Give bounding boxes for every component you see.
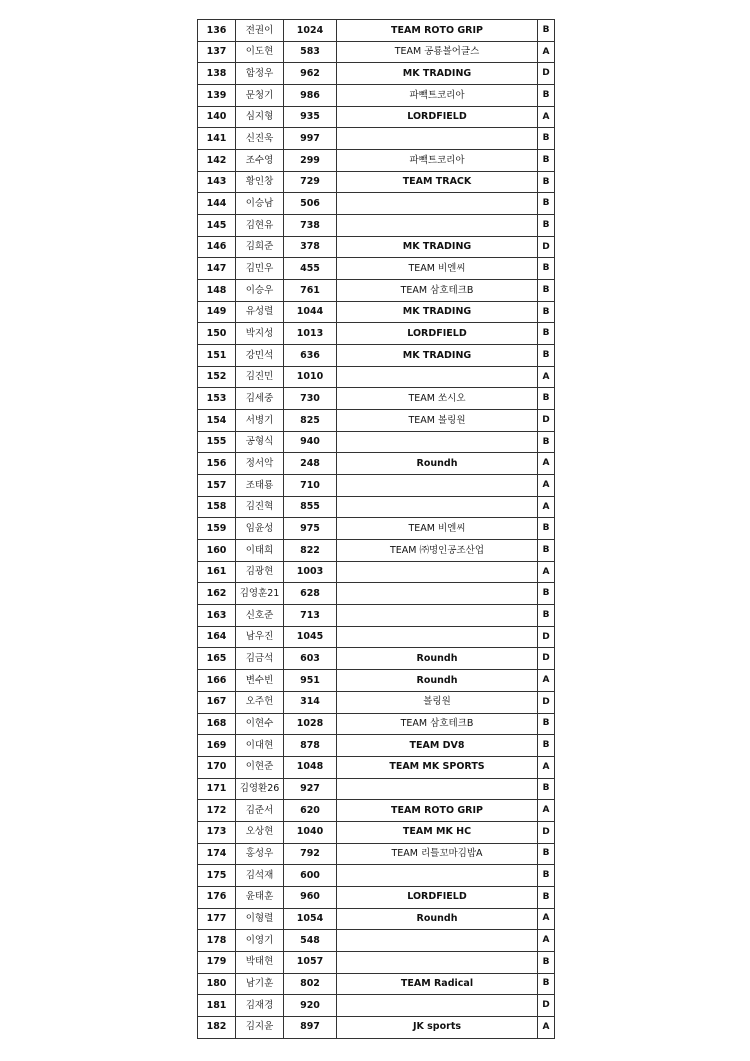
row-number-cell: 177 [198, 908, 236, 930]
table-row [198, 865, 555, 887]
table-row [198, 800, 555, 822]
grade-cell: B [538, 301, 555, 323]
player-id-cell: 825 [284, 410, 337, 432]
grade-cell: B [538, 843, 555, 865]
table-row [198, 778, 555, 800]
player-id-cell: 1048 [284, 756, 337, 778]
grade-cell: B [538, 128, 555, 150]
grade-cell: A [538, 1016, 555, 1038]
team-name-cell [337, 930, 538, 952]
player-name-cell: 임윤성 [236, 518, 284, 540]
team-name-cell: TEAM ROTO GRIP [337, 20, 538, 42]
player-name-cell: 전권이 [236, 20, 284, 42]
player-id-cell: 1013 [284, 323, 337, 345]
table-row [198, 648, 555, 670]
grade-cell: A [538, 106, 555, 128]
team-name-cell: Roundh [337, 453, 538, 475]
grade-cell: A [538, 930, 555, 952]
row-number-cell: 159 [198, 518, 236, 540]
player-id-cell: 792 [284, 843, 337, 865]
row-number-cell: 166 [198, 670, 236, 692]
player-id-cell: 920 [284, 995, 337, 1017]
player-id-cell: 897 [284, 1016, 337, 1038]
player-id-cell: 962 [284, 63, 337, 85]
player-name-cell: 김희준 [236, 236, 284, 258]
row-number-cell: 174 [198, 843, 236, 865]
grade-cell: B [538, 735, 555, 757]
grade-cell: D [538, 995, 555, 1017]
player-name-cell: 오상현 [236, 821, 284, 843]
team-name-cell: TEAM DV8 [337, 735, 538, 757]
player-id-cell: 1003 [284, 561, 337, 583]
row-number-cell: 171 [198, 778, 236, 800]
table-row [198, 561, 555, 583]
table-row [198, 193, 555, 215]
row-number-cell: 158 [198, 496, 236, 518]
table-row [198, 930, 555, 952]
team-name-cell: 볼링원 [337, 691, 538, 713]
table-row [198, 951, 555, 973]
player-name-cell: 조수영 [236, 150, 284, 172]
grade-cell: D [538, 691, 555, 713]
player-name-cell: 김석재 [236, 865, 284, 887]
row-number-cell: 148 [198, 280, 236, 302]
grade-cell: B [538, 518, 555, 540]
grade-cell: A [538, 800, 555, 822]
player-id-cell: 713 [284, 605, 337, 627]
table-row [198, 1016, 555, 1038]
player-id-cell: 548 [284, 930, 337, 952]
table-row [198, 756, 555, 778]
player-name-cell: 공형식 [236, 431, 284, 453]
table-row [198, 431, 555, 453]
grade-cell: A [538, 475, 555, 497]
team-name-cell: TEAM MK HC [337, 821, 538, 843]
player-name-cell: 박태현 [236, 951, 284, 973]
player-id-cell: 248 [284, 453, 337, 475]
grade-cell: A [538, 496, 555, 518]
table-row [198, 735, 555, 757]
player-name-cell: 이승남 [236, 193, 284, 215]
grade-cell: B [538, 85, 555, 107]
row-number-cell: 157 [198, 475, 236, 497]
player-id-cell: 636 [284, 345, 337, 367]
player-id-cell: 761 [284, 280, 337, 302]
player-name-cell: 이도현 [236, 41, 284, 63]
row-number-cell: 181 [198, 995, 236, 1017]
table-row [198, 236, 555, 258]
table-row [198, 691, 555, 713]
grade-cell: A [538, 41, 555, 63]
player-id-cell: 603 [284, 648, 337, 670]
row-number-cell: 142 [198, 150, 236, 172]
player-name-cell: 오주헌 [236, 691, 284, 713]
team-name-cell: TEAM 공룡볼어글스 [337, 41, 538, 63]
team-name-cell [337, 583, 538, 605]
team-name-cell: TEAM ROTO GRIP [337, 800, 538, 822]
player-id-cell: 1010 [284, 366, 337, 388]
player-name-cell: 김재경 [236, 995, 284, 1017]
player-name-cell: 김영환26 [236, 778, 284, 800]
player-name-cell: 박지성 [236, 323, 284, 345]
grade-cell: B [538, 973, 555, 995]
team-name-cell [337, 865, 538, 887]
grade-cell: B [538, 865, 555, 887]
team-name-cell: MK TRADING [337, 63, 538, 85]
row-number-cell: 162 [198, 583, 236, 605]
team-name-cell: TEAM ㈜명인공조산업 [337, 540, 538, 562]
table-row [198, 85, 555, 107]
table-row [198, 583, 555, 605]
team-name-cell: MK TRADING [337, 345, 538, 367]
table-row [198, 843, 555, 865]
grade-cell: B [538, 540, 555, 562]
row-number-cell: 151 [198, 345, 236, 367]
grade-cell: B [538, 431, 555, 453]
player-id-cell: 802 [284, 973, 337, 995]
row-number-cell: 178 [198, 930, 236, 952]
player-id-cell: 997 [284, 128, 337, 150]
grade-cell: A [538, 561, 555, 583]
table-row [198, 540, 555, 562]
table-row [198, 150, 555, 172]
row-number-cell: 140 [198, 106, 236, 128]
team-name-cell [337, 496, 538, 518]
row-number-cell: 153 [198, 388, 236, 410]
grade-cell: B [538, 886, 555, 908]
row-number-cell: 173 [198, 821, 236, 843]
table-row [198, 713, 555, 735]
player-id-cell: 1028 [284, 713, 337, 735]
row-number-cell: 172 [198, 800, 236, 822]
row-number-cell: 149 [198, 301, 236, 323]
player-name-cell: 김금석 [236, 648, 284, 670]
grade-cell: B [538, 20, 555, 42]
row-number-cell: 182 [198, 1016, 236, 1038]
player-name-cell: 심지형 [236, 106, 284, 128]
team-name-cell: 파빽트코리아 [337, 150, 538, 172]
player-id-cell: 975 [284, 518, 337, 540]
table-row [198, 453, 555, 475]
player-id-cell: 620 [284, 800, 337, 822]
player-id-cell: 927 [284, 778, 337, 800]
player-name-cell: 김세중 [236, 388, 284, 410]
row-number-cell: 175 [198, 865, 236, 887]
grade-cell: A [538, 670, 555, 692]
player-name-cell: 강민석 [236, 345, 284, 367]
table-row [198, 670, 555, 692]
grade-cell: B [538, 345, 555, 367]
team-name-cell: TEAM 쏘시오 [337, 388, 538, 410]
player-name-cell: 이대현 [236, 735, 284, 757]
table-row [198, 366, 555, 388]
player-id-cell: 455 [284, 258, 337, 280]
player-name-cell: 유성렬 [236, 301, 284, 323]
player-name-cell: 문청기 [236, 85, 284, 107]
row-number-cell: 152 [198, 366, 236, 388]
player-id-cell: 738 [284, 215, 337, 237]
row-number-cell: 145 [198, 215, 236, 237]
player-name-cell: 서병기 [236, 410, 284, 432]
player-name-cell: 신진욱 [236, 128, 284, 150]
player-name-cell: 이형렬 [236, 908, 284, 930]
player-id-cell: 314 [284, 691, 337, 713]
team-name-cell: Roundh [337, 670, 538, 692]
row-number-cell: 136 [198, 20, 236, 42]
table-row [198, 518, 555, 540]
table-row [198, 626, 555, 648]
row-number-cell: 156 [198, 453, 236, 475]
player-name-cell: 홍성우 [236, 843, 284, 865]
team-name-cell [337, 951, 538, 973]
player-name-cell: 김광현 [236, 561, 284, 583]
team-name-cell: TEAM MK SPORTS [337, 756, 538, 778]
row-number-cell: 180 [198, 973, 236, 995]
row-number-cell: 137 [198, 41, 236, 63]
row-number-cell: 176 [198, 886, 236, 908]
table-row [198, 496, 555, 518]
table-row [198, 128, 555, 150]
team-name-cell: TEAM 볼링원 [337, 410, 538, 432]
player-name-cell: 김현유 [236, 215, 284, 237]
row-number-cell: 160 [198, 540, 236, 562]
grade-cell: D [538, 821, 555, 843]
team-name-cell [337, 128, 538, 150]
team-name-cell: TEAM TRACK [337, 171, 538, 193]
row-number-cell: 144 [198, 193, 236, 215]
team-name-cell: MK TRADING [337, 236, 538, 258]
team-name-cell: TEAM 비엔씨 [337, 518, 538, 540]
grade-cell: A [538, 453, 555, 475]
table-row [198, 323, 555, 345]
player-id-cell: 1044 [284, 301, 337, 323]
player-name-cell: 김진혁 [236, 496, 284, 518]
row-number-cell: 139 [198, 85, 236, 107]
player-id-cell: 730 [284, 388, 337, 410]
team-name-cell [337, 193, 538, 215]
team-name-cell [337, 995, 538, 1017]
grade-cell: A [538, 756, 555, 778]
grade-cell: B [538, 583, 555, 605]
player-name-cell: 김준서 [236, 800, 284, 822]
row-number-cell: 164 [198, 626, 236, 648]
row-number-cell: 155 [198, 431, 236, 453]
player-name-cell: 정서악 [236, 453, 284, 475]
team-name-cell [337, 605, 538, 627]
row-number-cell: 165 [198, 648, 236, 670]
table-row [198, 63, 555, 85]
row-number-cell: 150 [198, 323, 236, 345]
grade-cell: B [538, 951, 555, 973]
table-row [198, 995, 555, 1017]
player-name-cell: 남기훈 [236, 973, 284, 995]
row-number-cell: 147 [198, 258, 236, 280]
row-number-cell: 138 [198, 63, 236, 85]
player-id-cell: 940 [284, 431, 337, 453]
team-name-cell: JK sports [337, 1016, 538, 1038]
player-id-cell: 960 [284, 886, 337, 908]
player-name-cell: 이승우 [236, 280, 284, 302]
player-id-cell: 1040 [284, 821, 337, 843]
row-number-cell: 163 [198, 605, 236, 627]
row-number-cell: 179 [198, 951, 236, 973]
team-name-cell [337, 778, 538, 800]
table-row [198, 475, 555, 497]
team-name-cell [337, 626, 538, 648]
grade-cell: A [538, 908, 555, 930]
team-name-cell [337, 215, 538, 237]
player-id-cell: 1045 [284, 626, 337, 648]
player-id-cell: 378 [284, 236, 337, 258]
grade-cell: D [538, 410, 555, 432]
team-name-cell: LORDFIELD [337, 886, 538, 908]
player-id-cell: 710 [284, 475, 337, 497]
row-number-cell: 146 [198, 236, 236, 258]
player-name-cell: 김진민 [236, 366, 284, 388]
table-row [198, 280, 555, 302]
table-row [198, 973, 555, 995]
table-row [198, 106, 555, 128]
player-name-cell: 김지윤 [236, 1016, 284, 1038]
team-name-cell: TEAM Radical [337, 973, 538, 995]
player-id-cell: 986 [284, 85, 337, 107]
team-name-cell [337, 561, 538, 583]
table-row [198, 886, 555, 908]
player-id-cell: 299 [284, 150, 337, 172]
team-name-cell: LORDFIELD [337, 323, 538, 345]
grade-cell: B [538, 258, 555, 280]
team-name-cell: Roundh [337, 648, 538, 670]
row-number-cell: 167 [198, 691, 236, 713]
team-name-cell [337, 475, 538, 497]
grade-cell: B [538, 323, 555, 345]
player-id-cell: 822 [284, 540, 337, 562]
grade-cell: D [538, 63, 555, 85]
roster-table [197, 19, 555, 1039]
table-row [198, 41, 555, 63]
player-id-cell: 1054 [284, 908, 337, 930]
grade-cell: B [538, 215, 555, 237]
team-name-cell: LORDFIELD [337, 106, 538, 128]
player-name-cell: 변수빈 [236, 670, 284, 692]
table-row [198, 301, 555, 323]
player-name-cell: 함정우 [236, 63, 284, 85]
table-row [198, 388, 555, 410]
table-row [198, 258, 555, 280]
grade-cell: B [538, 388, 555, 410]
team-name-cell: TEAM 삼호테크B [337, 280, 538, 302]
player-id-cell: 951 [284, 670, 337, 692]
table-row [198, 410, 555, 432]
row-number-cell: 169 [198, 735, 236, 757]
player-id-cell: 878 [284, 735, 337, 757]
grade-cell: B [538, 778, 555, 800]
team-name-cell: TEAM 비엔씨 [337, 258, 538, 280]
row-number-cell: 141 [198, 128, 236, 150]
roster-body [198, 20, 555, 1039]
player-id-cell: 583 [284, 41, 337, 63]
table-row [198, 20, 555, 42]
team-name-cell: TEAM 리틀꼬마김밥A [337, 843, 538, 865]
player-name-cell: 조태룡 [236, 475, 284, 497]
row-number-cell: 143 [198, 171, 236, 193]
player-name-cell: 이태희 [236, 540, 284, 562]
player-name-cell: 김민우 [236, 258, 284, 280]
table-row [198, 215, 555, 237]
table-row [198, 908, 555, 930]
grade-cell: B [538, 605, 555, 627]
player-name-cell: 신호준 [236, 605, 284, 627]
player-id-cell: 628 [284, 583, 337, 605]
row-number-cell: 161 [198, 561, 236, 583]
player-name-cell: 남우진 [236, 626, 284, 648]
table-row [198, 605, 555, 627]
team-name-cell [337, 431, 538, 453]
grade-cell: D [538, 236, 555, 258]
team-name-cell [337, 366, 538, 388]
player-name-cell: 윤태훈 [236, 886, 284, 908]
grade-cell: B [538, 193, 555, 215]
team-name-cell: 파빽트코리아 [337, 85, 538, 107]
team-name-cell: TEAM 삼호테크B [337, 713, 538, 735]
table-row [198, 821, 555, 843]
grade-cell: B [538, 713, 555, 735]
grade-cell: D [538, 626, 555, 648]
grade-cell: D [538, 648, 555, 670]
row-number-cell: 168 [198, 713, 236, 735]
table-row [198, 345, 555, 367]
player-id-cell: 1057 [284, 951, 337, 973]
player-name-cell: 황인창 [236, 171, 284, 193]
player-name-cell: 이영기 [236, 930, 284, 952]
grade-cell: A [538, 366, 555, 388]
row-number-cell: 154 [198, 410, 236, 432]
player-name-cell: 김영훈21 [236, 583, 284, 605]
grade-cell: B [538, 150, 555, 172]
grade-cell: B [538, 280, 555, 302]
player-id-cell: 600 [284, 865, 337, 887]
player-id-cell: 855 [284, 496, 337, 518]
player-id-cell: 1024 [284, 20, 337, 42]
player-id-cell: 935 [284, 106, 337, 128]
team-name-cell: Roundh [337, 908, 538, 930]
team-name-cell: MK TRADING [337, 301, 538, 323]
grade-cell: B [538, 171, 555, 193]
player-name-cell: 이현수 [236, 713, 284, 735]
table-row [198, 171, 555, 193]
player-id-cell: 506 [284, 193, 337, 215]
row-number-cell: 170 [198, 756, 236, 778]
player-id-cell: 729 [284, 171, 337, 193]
player-name-cell: 이현준 [236, 756, 284, 778]
